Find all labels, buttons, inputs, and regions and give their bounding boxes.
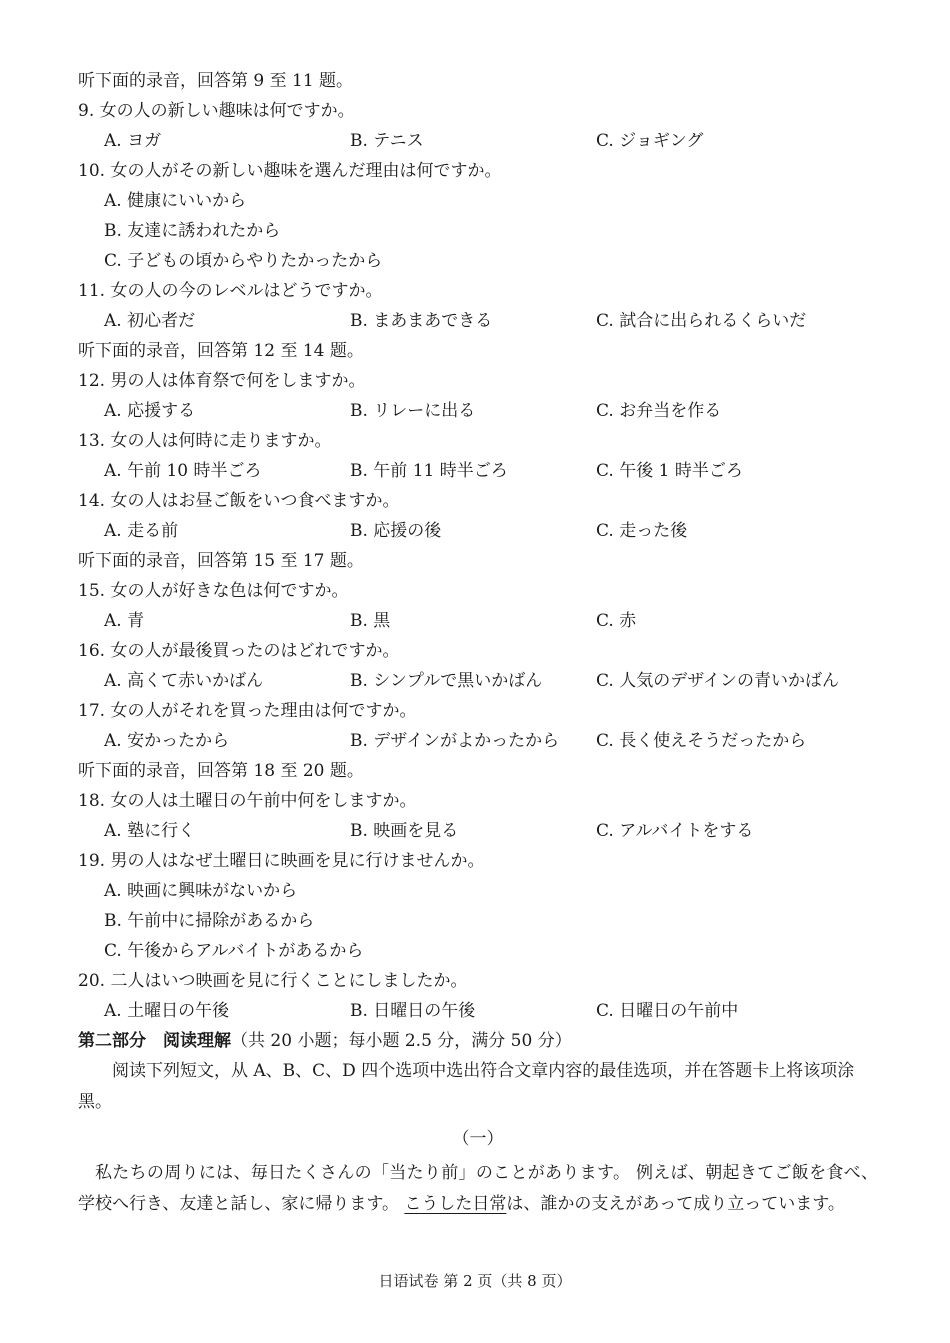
question-9-options	[78, 126, 878, 156]
page-footer: 日语试卷 第 2 页（共 8 页）	[378, 1272, 572, 1290]
question-17-options	[78, 726, 878, 756]
exam-page	[78, 66, 878, 1220]
option-c: C. 人気のデザインの青いかばん	[596, 671, 840, 691]
option-b: B. テニス	[350, 131, 424, 151]
option-c: C. 午後 1 時半ごろ	[596, 461, 743, 481]
option-c: C. アルバイトをする	[596, 821, 754, 841]
option-a: A. ヨガ	[104, 131, 162, 151]
question-16-options	[78, 666, 878, 696]
question-18: 18. 女の人は土曜日の午前中何をしますか。	[78, 791, 417, 811]
question-17: 17. 女の人がそれを買った理由は何ですか。	[78, 701, 417, 721]
underlined-phrase: こうした日常	[404, 1194, 507, 1214]
question-19: 19. 男の人はなぜ土曜日に映画を見に行けませんか。	[78, 851, 485, 871]
option-a: A. 応援する	[104, 401, 196, 421]
question-13: 13. 女の人は何時に走りますか。	[78, 431, 332, 451]
option-a: A. 高くて赤いかばん	[104, 671, 264, 691]
option-c: C. 試合に出られるくらいだ	[596, 311, 807, 331]
section-header: 听下面的录音，回答第 12 至 14 题。	[78, 341, 364, 361]
option-b: B. 午前中に掃除があるから	[104, 911, 315, 931]
option-b: B. 映画を見る	[350, 821, 459, 841]
reading-instructions: 阅读下列短文，从 A、B、C、D 四个选项中选出符合文章内容的最佳选项，并在答题卡上将该项涂黑。	[78, 1061, 855, 1112]
option-b: B. 友達に誘われたから	[104, 221, 281, 241]
question-10: 10. 女の人がその新しい趣味を選んだ理由は何ですか。	[78, 161, 502, 181]
option-b: B. まあまあできる	[350, 311, 493, 331]
question-15: 15. 女の人が好きな色は何ですか。	[78, 581, 349, 601]
option-a: A. 健康にいいから	[104, 191, 247, 211]
passage-text-2: は、誰かの支えがあって成り立っています。	[506, 1194, 845, 1214]
option-a: A. 塾に行く	[104, 821, 196, 841]
part-2-heading	[78, 1026, 878, 1056]
option-a: A. 午前 10 時半ごろ	[104, 461, 262, 481]
question-13-options	[78, 456, 878, 486]
question-15-options	[78, 606, 878, 636]
option-a: A. 土曜日の午後	[104, 1001, 230, 1021]
option-b: B. デザインがよかったから	[350, 731, 560, 751]
option-c: C. 日曜日の午前中	[596, 1001, 739, 1021]
passage-paragraph	[78, 1158, 878, 1220]
question-9: 9. 女の人の新しい趣味は何ですか。	[78, 101, 355, 121]
question-14: 14. 女の人はお昼ご飯をいつ食べますか。	[78, 491, 400, 511]
section-header: 听下面的录音，回答第 18 至 20 题。	[78, 761, 364, 781]
option-c: C. ジョギング	[596, 131, 704, 151]
question-11: 11. 女の人の今のレベルはどうですか。	[78, 281, 383, 301]
option-b: B. 応援の後	[350, 521, 442, 541]
question-14-options	[78, 516, 878, 546]
section-header: 听下面的录音，回答第 9 至 11 题。	[78, 71, 354, 91]
passage-number: （一）	[452, 1129, 504, 1149]
option-c: C. 長く使えそうだったから	[596, 731, 807, 751]
option-c: C. 午後からアルバイトがあるから	[104, 941, 364, 961]
part-2-title: 第二部分 阅读理解	[78, 1031, 231, 1051]
question-12-options	[78, 396, 878, 426]
option-b: B. リレーに出る	[350, 401, 476, 421]
option-a: A. 映画に興味がないから	[104, 881, 298, 901]
option-b: B. 日曜日の午後	[350, 1001, 476, 1021]
question-11-options	[78, 306, 878, 336]
option-a: A. 安かったから	[104, 731, 230, 751]
option-b: B. 午前 11 時半ごろ	[350, 461, 508, 481]
option-a: A. 初心者だ	[104, 311, 196, 331]
option-a: A. 走る前	[104, 521, 179, 541]
option-c: C. お弁当を作る	[596, 401, 722, 421]
passage-text-1: 私たちの周りには、毎日たくさんの「当たり前」のことがあります。 例えば、朝起きてご飯を食べ、学校へ行き、友達と話し、家に帰ります。	[78, 1163, 878, 1214]
option-a: A. 青	[104, 611, 145, 631]
question-16: 16. 女の人が最後買ったのはどれですか。	[78, 641, 400, 661]
question-18-options	[78, 816, 878, 846]
option-c: C. 赤	[596, 611, 637, 631]
question-12: 12. 男の人は体育祭で何をしますか。	[78, 371, 366, 391]
option-b: B. 黒	[350, 611, 391, 631]
question-20-options	[78, 996, 878, 1026]
option-c: C. 子どもの頃からやりたかったから	[104, 251, 383, 271]
option-b: B. シンプルで黒いかばん	[350, 671, 543, 691]
option-c: C. 走った後	[596, 521, 688, 541]
section-header: 听下面的录音，回答第 15 至 17 题。	[78, 551, 364, 571]
part-2-note: （共 20 小题；每小题 2.5 分，满分 50 分）	[231, 1031, 572, 1051]
question-20: 20. 二人はいつ映画を見に行くことにしましたか。	[78, 971, 468, 991]
